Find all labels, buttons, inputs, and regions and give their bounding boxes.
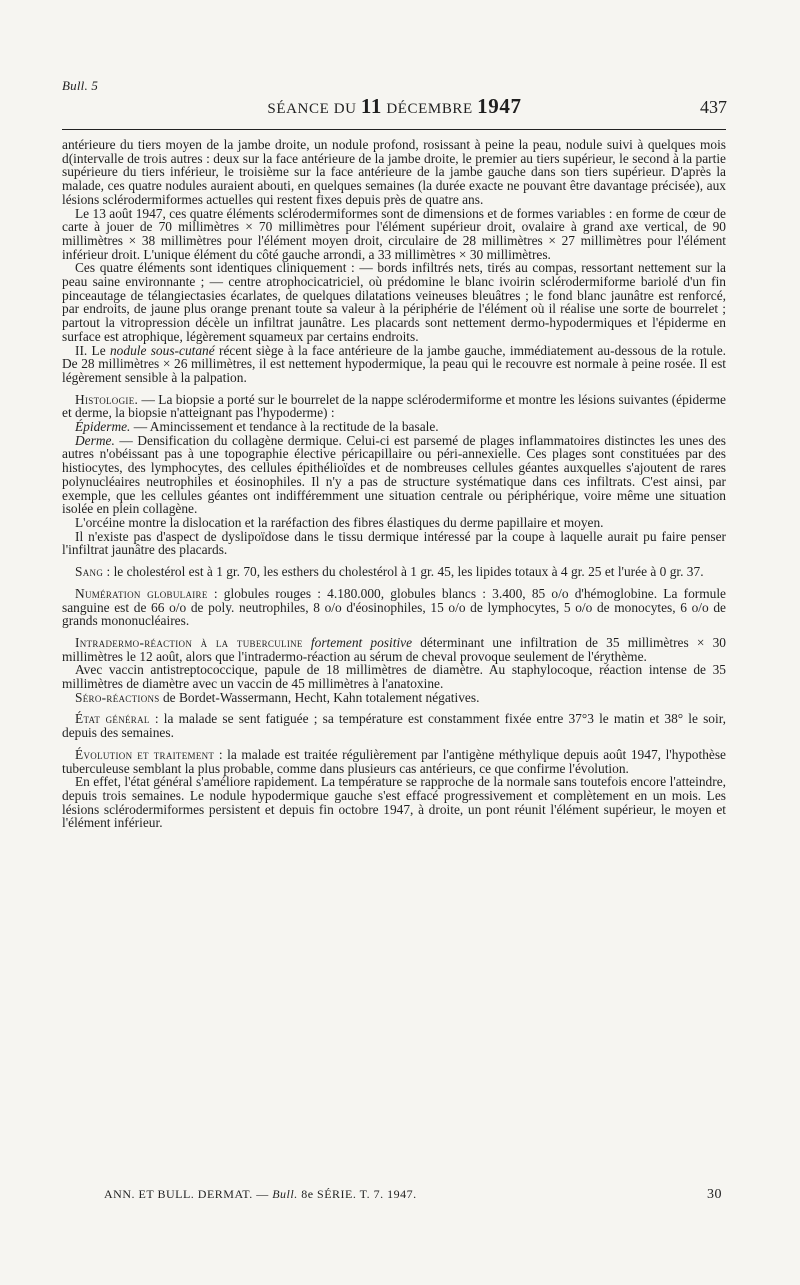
paragraph-etat-general xyxy=(62,712,726,739)
title-day: 11 xyxy=(360,94,382,118)
subsection-heading: Épiderme. xyxy=(75,419,131,435)
paragraph xyxy=(62,434,726,516)
paragraph-histologie xyxy=(62,393,726,420)
title-month: DÉCEMBRE xyxy=(386,101,473,117)
signature-mark: 30 xyxy=(707,1187,722,1202)
paragraph-text: : la malade est traitée régulièrement par l'antigène méthylique depuis août 1947, l'hypothèse tuberculeuse semblant la plus probable, comme dans plusieurs cas antérieurs, ce que confirme l'évolution. xyxy=(62,746,726,776)
journal-citation xyxy=(104,1187,417,1202)
paragraph-text: : globules rouges : 4.180.000, globules blancs : 3.400, 85 o/o d'hémoglobine. La formule sanguine est de 66 o/o de poly. neutrophiles, 8 o/o d'éosinophiles, 15 o/o de lymphocytes, 5 o/o de monocytes, 6 o/o de grands mononucléaires. xyxy=(62,585,727,629)
paragraph-text: — Densification du collagène dermique. Celui-ci est parsemé de plages inflammatoires distinctes les unes des autres n'obéissant pas à une topographie élective péricapillaire ou péri-annexielle. Ces plages sont constituées par des histiocytes, des lymphocytes, des cellules épithélioïdes et de nombreuses cellules géantes auxquelles s'ajoutent de rares polynucléaires neutrophiles et éosinophiles. Il n'y a pas de structure systématique dans ces infiltrats. C'est ainsi, par exemple, que les cellules géantes ont indifféremment une situation centrale ou périphérique, voire même une situation isolée en plein collagène. xyxy=(62,432,726,517)
paragraph: Avec vaccin antistreptococcique, papule de 18 millimètres de diamètre. Au staphylocoque, réaction intense de 35 millimètres de diamètre avec un vaccin de 45 millimètres à l'anatoxine. xyxy=(62,662,726,692)
bulletin-reference: Bull. 5 xyxy=(62,78,99,93)
title-prefix: SÉANCE DU xyxy=(267,101,357,117)
paragraph-sang xyxy=(62,565,726,579)
paragraph xyxy=(62,420,726,434)
paragraph-evolution xyxy=(62,748,726,775)
section-heading: État général xyxy=(75,711,150,727)
paragraph-numeration xyxy=(62,587,726,628)
paragraph: Il n'existe pas d'aspect de dyslipoïdose dans le tissu dermique intéressé par la coupe à laquelle aurait pu faire penser l'infiltrat jaunâtre des placards. xyxy=(62,528,726,558)
paragraph: antérieure du tiers moyen de la jambe droite, un nodule profond, rosissant à peine la peau, nodule suivi à quelques mois d(intervalle de trois autres : deux sur la face antérieure de la jambe droite, le premier au tiers supérieur, le second à la partie supérieure du tiers inférieur, le troisième sur la face antérieure de la jambe gauche dans son tiers supérieur. D'après la malade, ces quatre nodules auraient abouti, en quelques semaines (la durée exacte ne pouvant être davantage précisée), aux lésions sclérodermiformes actuelles qui restent fixes depuis près de quatre ans. xyxy=(62,137,726,207)
section-heading: Sang xyxy=(75,564,104,580)
paragraph: En effet, l'état général s'améliore rapidement. La température se rapproche de la normale sans toutefois encore l'atteindre, depuis trois semaines. Le nodule hypodermique gauche s'est effacé progressivement et complètement en un mois. Les lésions sclérodermiformes persistent et depuis fin octobre 1947, à droite, un pont réunit l'élément supérieur, le moyen et l'élément inférieur. xyxy=(62,774,726,831)
running-header xyxy=(62,94,727,122)
section-heading: Séro-réactions xyxy=(75,689,160,705)
citation-series: 8e SÉRIE. T. 7. 1947. xyxy=(297,1187,417,1201)
section-heading: Histologie. xyxy=(75,391,139,407)
article-body xyxy=(62,138,726,830)
paragraph-text: déterminant une infiltration de 35 millimètres × 30 millimètres le 12 août, alors que l'intradermo-réaction au sérum de cheval provoque seulement de l'érythème. xyxy=(62,634,726,664)
section-heading: Évolution et traitement xyxy=(75,746,215,762)
section-heading: Numération globulaire xyxy=(75,585,208,601)
paragraph-emphasis: fortement positive xyxy=(302,634,413,650)
citation-bulletin: Bull. xyxy=(272,1187,298,1201)
paragraph-text: de Bordet-Wassermann, Hecht, Kahn totalement négatives. xyxy=(159,689,480,705)
paragraph: L'orcéine montre la dislocation et la raréfaction des fibres élastiques du derme papillaire et moyen. xyxy=(75,514,604,530)
paragraph xyxy=(62,691,726,705)
paragraph-text: : la malade se sent fatiguée ; sa température est constamment fixée entre 37°3 le matin et 38° le soir, depuis des semaines. xyxy=(62,711,726,741)
paragraph-text: récent siège à la face antérieure de la jambe gauche, immédiatement au-dessous de la rotule. De 28 millimètres × 26 millimètres, il est nettement hypodermique, la peau qui le recouvre est normale à peine rosée. Il est légèrement sensible à la palpation. xyxy=(62,342,726,385)
paragraph: Le 13 août 1947, ces quatre éléments sclérodermiformes sont de dimensions et de formes variables : en forme de cœur de carte à jouer de 70 millimètres × 70 millimètres pour l'élément supérieur droit, ovalaire à grand axe vertical, de 90 millimètres × 38 millimètres pour l'élément moyen droit, circulaire de 28 millimètres × 27 millimètres pour l'élément inférieur droit. L'unique élément du côté gauche arrondi, a 33 millimètres × 30 millimètres. xyxy=(62,205,726,262)
title-year: 1947 xyxy=(477,94,522,118)
paragraph-lead: II. Le xyxy=(75,342,110,358)
paragraph: Ces quatre éléments sont identiques cliniquement : — bords infiltrés nets, tirés au compas, ressortant nettement sur la peau saine environnante ; — centre atrophocicatriciel, où prédomine le blanc ivoirin sclérodermiforme bariolé d'un fin pinceautage de télangiectasies écarlates, de quelques dilatations veineuses bleuâtres ; le fond blanc jaunâtre est renforcé, par endroits, de jaune plus orange prenant toute sa valeur à la périphérie de l'élément où il réalise une sorte de bourrelet ; partout la vitropression décèle un infiltrat jaunâtre. Les placards sont nettement dermo-hypodermiques et l'épiderme en surface est atrophique, légèrement squameux par certains endroits. xyxy=(62,260,726,344)
session-title xyxy=(62,94,727,119)
paragraph-emphasis: nodule sous-cutané xyxy=(109,342,215,358)
paragraph xyxy=(62,344,726,385)
page-number: 437 xyxy=(700,97,727,117)
paragraph-text: : le cholestérol est à 1 gr. 70, les esthers du cholestérol à 1 gr. 45, les lipides totaux à 4 gr. 25 et l'urée à 0 gr. 37. xyxy=(103,564,704,580)
citation-journal: ANN. ET BULL. DERMAT. — xyxy=(104,1187,273,1201)
paragraph-intradermo xyxy=(62,636,726,663)
header-rule xyxy=(62,129,726,130)
section-heading: Intradermo-réaction à la tuberculine xyxy=(75,634,303,650)
paragraph-text: — La biopsie a porté sur le bourrelet de la nappe sclérodermiforme et montre les lésions suivantes (épiderme et derme, la biopsie n'atteignant pas l'hypoderme) : xyxy=(62,391,726,421)
subsection-heading: Derme. xyxy=(75,432,115,448)
paragraph-text: — Amincissement et tendance à la rectitude de la basale. xyxy=(130,419,439,435)
